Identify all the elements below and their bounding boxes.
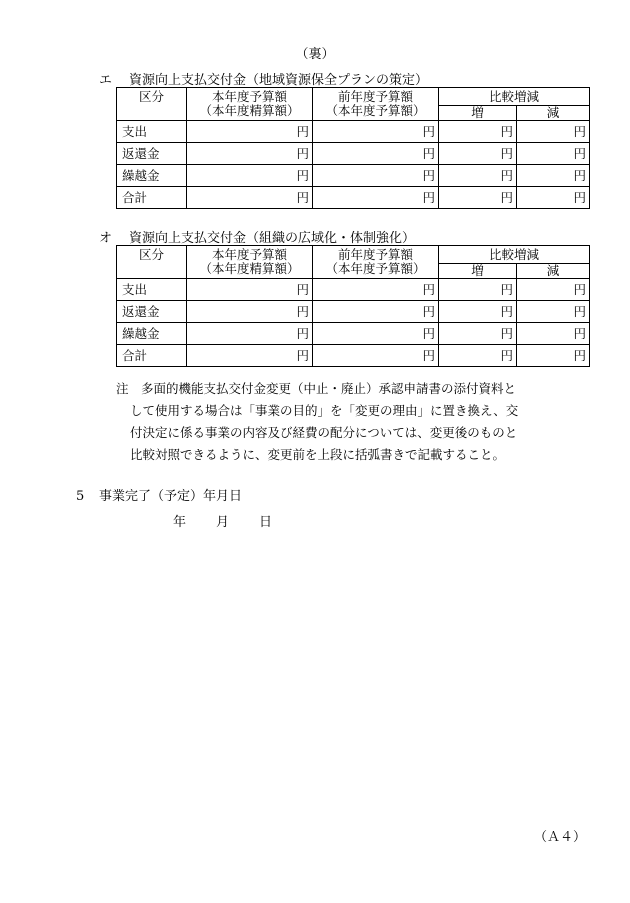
header-increase: 増 <box>439 264 517 279</box>
header-current-budget <box>187 246 313 279</box>
cell-current: 円 <box>187 301 313 323</box>
table-row <box>117 345 590 367</box>
note-line: 比較対照できるように、変更前を上段に括弧書きで記載すること。 <box>130 447 506 462</box>
date-year: 年 <box>173 515 187 530</box>
cell-decrease: 円 <box>517 165 590 187</box>
section-o-marker: オ <box>99 231 113 246</box>
cell-increase: 円 <box>439 121 517 143</box>
header-previous-budget <box>313 88 439 121</box>
cell-current: 円 <box>187 323 313 345</box>
budget-table-e <box>116 87 590 209</box>
cell-increase: 円 <box>439 345 517 367</box>
table-row <box>117 301 590 323</box>
cell-decrease: 円 <box>517 345 590 367</box>
section-e-title-text: 資源向上支払交付金（地域資源保全プランの策定） <box>129 73 429 88</box>
cell-current: 円 <box>187 121 313 143</box>
table-row <box>117 121 590 143</box>
cell-previous: 円 <box>313 345 439 367</box>
cell-increase: 円 <box>439 323 517 345</box>
header-category: 区分 <box>117 246 187 279</box>
cell-increase: 円 <box>439 143 517 165</box>
row-label: 合計 <box>117 345 187 367</box>
note-line: して使用する場合は「事業の目的」を「変更の理由」に置き換え、交 <box>130 403 519 418</box>
header-decrease: 減 <box>517 264 590 279</box>
row-label: 合計 <box>117 187 187 209</box>
cell-decrease: 円 <box>517 143 590 165</box>
row-label: 返還金 <box>117 301 187 323</box>
header-comparison: 比較増減 <box>439 246 590 264</box>
cell-current: 円 <box>187 187 313 209</box>
header-current-line2: （本年度精算額） <box>199 103 300 118</box>
paper-size-footer: （Ａ４） <box>534 830 587 845</box>
section-e-title <box>99 69 428 88</box>
header-current-line1: 本年度予算額 <box>211 89 287 104</box>
section-e-marker: エ <box>99 73 113 88</box>
page-header: （裏） <box>295 47 335 62</box>
header-current-line2: （本年度精算額） <box>199 261 300 276</box>
header-category: 区分 <box>117 88 187 121</box>
item5-number: 5 <box>76 489 85 504</box>
header-previous-line2: （本年度予算額） <box>325 103 426 118</box>
table-row <box>117 279 590 301</box>
header-decrease: 減 <box>517 106 590 121</box>
cell-decrease: 円 <box>517 121 590 143</box>
table-row <box>117 143 590 165</box>
cell-current: 円 <box>187 279 313 301</box>
note-line: 付決定に係る事業の内容及び経費の配分については、変更後のものと <box>130 425 518 440</box>
header-increase: 増 <box>439 106 517 121</box>
item5-title: 事業完了（予定）年月日 <box>99 489 243 504</box>
note-text: 多面的機能支払交付金変更（中止・廃止）承認申請書の添付資料と <box>141 381 517 396</box>
cell-decrease: 円 <box>517 279 590 301</box>
cell-increase: 円 <box>439 165 517 187</box>
cell-decrease: 円 <box>517 187 590 209</box>
cell-increase: 円 <box>439 187 517 209</box>
cell-previous: 円 <box>313 279 439 301</box>
row-label: 支出 <box>117 279 187 301</box>
header-previous-budget <box>313 246 439 279</box>
row-label: 返還金 <box>117 143 187 165</box>
header-comparison: 比較増減 <box>439 88 590 106</box>
note-marker: 注 <box>116 381 129 396</box>
row-label: 繰越金 <box>117 323 187 345</box>
section-o-title <box>99 227 415 246</box>
note-line <box>116 378 596 400</box>
cell-previous: 円 <box>313 143 439 165</box>
date-month: 月 <box>216 515 230 530</box>
cell-current: 円 <box>187 345 313 367</box>
cell-previous: 円 <box>313 323 439 345</box>
table-row <box>117 323 590 345</box>
header-previous-line1: 前年度予算額 <box>337 247 413 262</box>
cell-previous: 円 <box>313 165 439 187</box>
table-row <box>117 187 590 209</box>
cell-previous: 円 <box>313 187 439 209</box>
cell-previous: 円 <box>313 121 439 143</box>
note-block <box>116 378 596 466</box>
header-previous-line1: 前年度予算額 <box>337 89 413 104</box>
header-current-budget <box>187 88 313 121</box>
cell-previous: 円 <box>313 301 439 323</box>
cell-increase: 円 <box>439 301 517 323</box>
item5-heading <box>76 485 242 504</box>
header-previous-line2: （本年度予算額） <box>325 261 426 276</box>
section-o-title-text: 資源向上支払交付金（組織の広域化・体制強化） <box>129 231 416 246</box>
row-label: 支出 <box>117 121 187 143</box>
budget-table-o <box>116 245 590 367</box>
cell-decrease: 円 <box>517 301 590 323</box>
row-label: 繰越金 <box>117 165 187 187</box>
header-current-line1: 本年度予算額 <box>211 247 287 262</box>
date-day: 日 <box>259 515 273 530</box>
cell-current: 円 <box>187 165 313 187</box>
completion-date <box>173 511 272 530</box>
cell-decrease: 円 <box>517 323 590 345</box>
cell-current: 円 <box>187 143 313 165</box>
cell-increase: 円 <box>439 279 517 301</box>
table-row <box>117 165 590 187</box>
